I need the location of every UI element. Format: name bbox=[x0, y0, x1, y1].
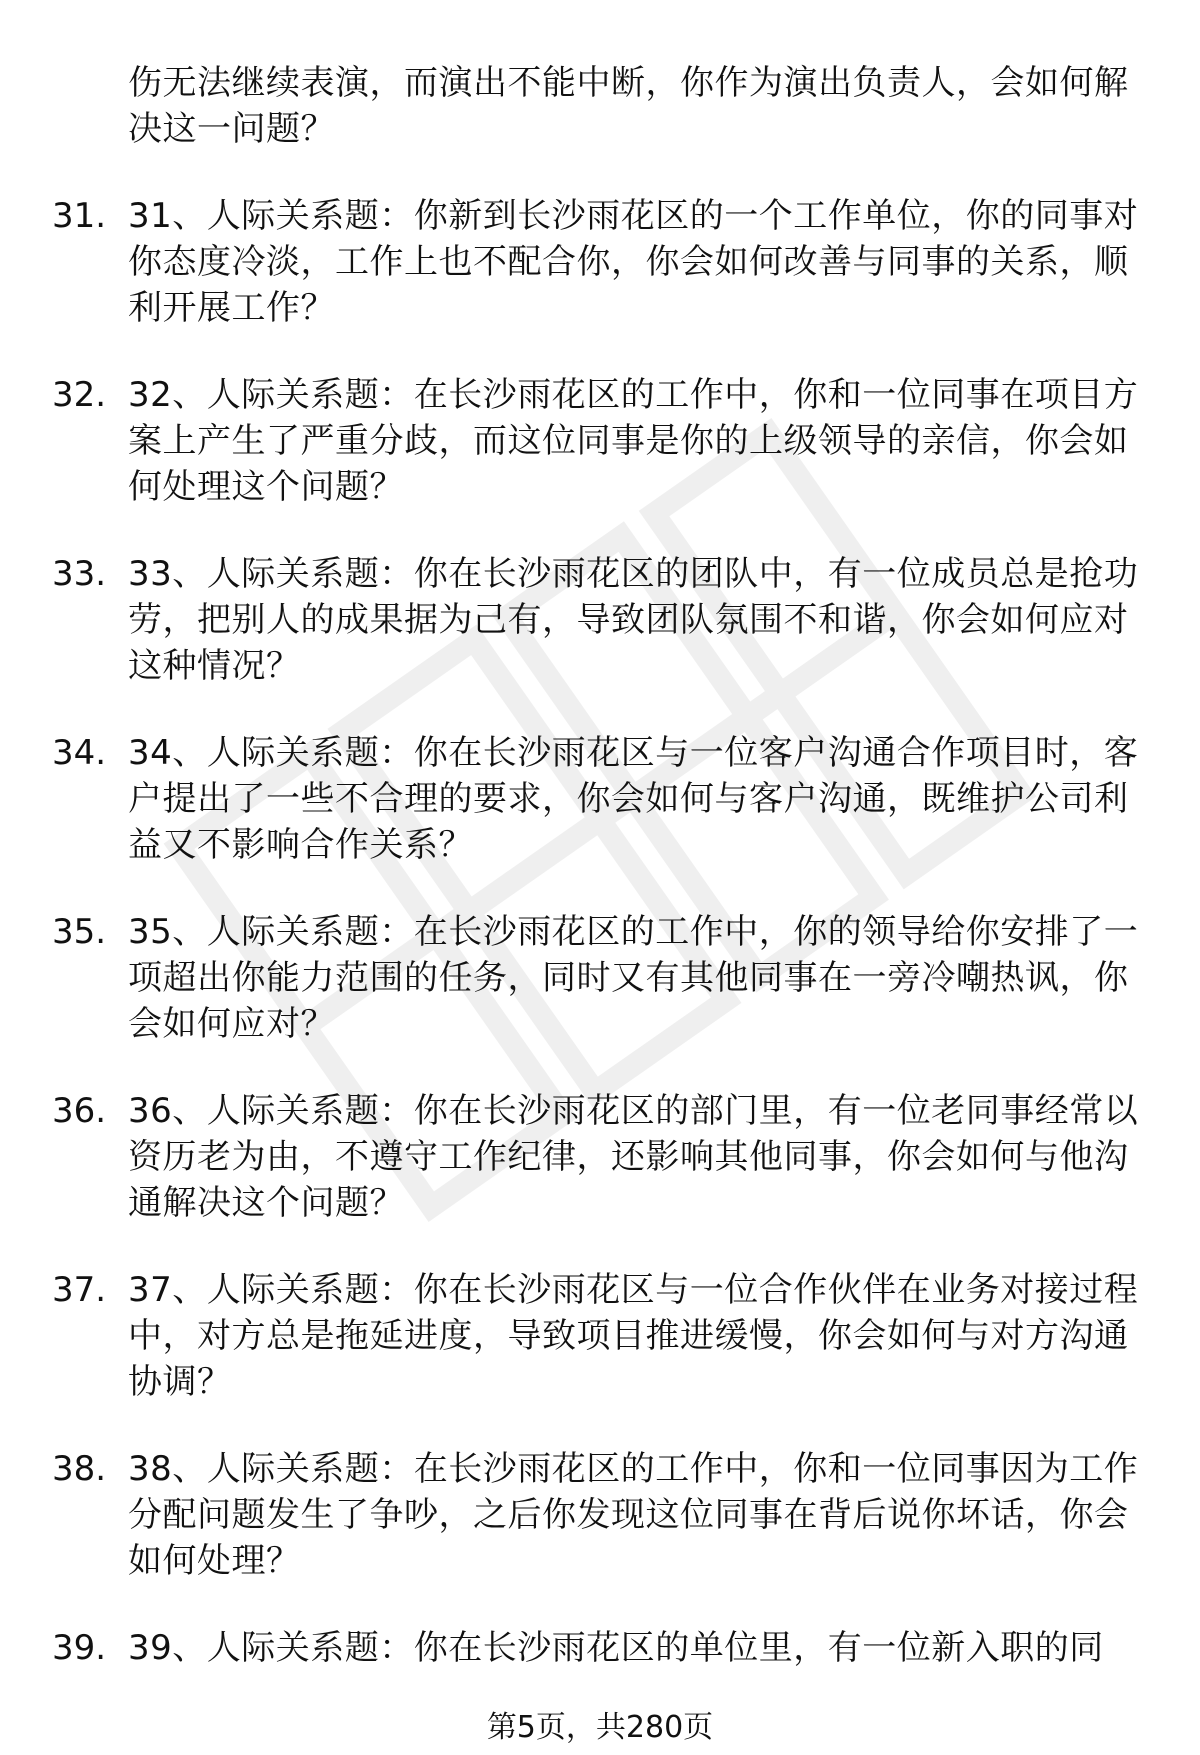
question-item bbox=[0, 1446, 1200, 1584]
question-number: 36. bbox=[52, 1091, 107, 1131]
question-number: 32. bbox=[52, 375, 107, 415]
question-number: 38. bbox=[52, 1449, 107, 1489]
question-item bbox=[0, 372, 1200, 510]
question-item bbox=[0, 730, 1200, 868]
question-number: 35. bbox=[52, 912, 107, 952]
question-item bbox=[0, 551, 1200, 689]
question-number: 34. bbox=[52, 733, 107, 773]
question-number: 39. bbox=[52, 1628, 107, 1668]
question-number: 31. bbox=[52, 196, 107, 236]
question-text: 32、人际关系题：在长沙雨花区的工作中，你和一位同事在项目方案上产生了严重分歧，而这位同事是你的上级领导的亲信，你会如何处理这个问题？ bbox=[128, 375, 1139, 507]
question-text: 38、人际关系题：在长沙雨花区的工作中，你和一位同事因为工作分配问题发生了争吵，之后你发现这位同事在背后说你坏话，你会如何处理？ bbox=[128, 1449, 1139, 1581]
question-item bbox=[0, 1088, 1200, 1226]
page-footer: 第5页，共280页 bbox=[486, 1710, 714, 1745]
question-text: 39、人际关系题：你在长沙雨花区的单位里，有一位新入职的同 bbox=[128, 1628, 1104, 1668]
question-item bbox=[0, 909, 1200, 1047]
continuation-paragraph: 伤无法继续表演，而演出不能中断，你作为演出负责人，会如何解决这一问题？ bbox=[128, 63, 1129, 149]
question-text: 35、人际关系题：在长沙雨花区的工作中，你的领导给你安排了一项超出你能力范围的任务，同时又有其他同事在一旁冷嘲热讽，你会如何应对？ bbox=[128, 912, 1139, 1044]
question-text: 33、人际关系题：你在长沙雨花区的团队中，有一位成员总是抢功劳，把别人的成果据为己有，导致团队氛围不和谐，你会如何应对这种情况？ bbox=[128, 554, 1139, 686]
question-text: 31、人际关系题：你新到长沙雨花区的一个工作单位，你的同事对你态度冷淡，工作上也不配合你，你会如何改善与同事的关系，顺利开展工作？ bbox=[128, 196, 1139, 328]
question-text: 37、人际关系题：你在长沙雨花区与一位合作伙伴在业务对接过程中，对方总是拖延进度，导致项目推进缓慢，你会如何与对方沟通协调？ bbox=[128, 1270, 1139, 1402]
question-item bbox=[0, 193, 1200, 331]
question-text: 36、人际关系题：你在长沙雨花区的部门里，有一位老同事经常以资历老为由，不遵守工作纪律，还影响其他同事，你会如何与他沟通解决这个问题？ bbox=[128, 1091, 1139, 1223]
question-item bbox=[0, 1267, 1200, 1405]
question-item bbox=[0, 1625, 1200, 1671]
question-text: 34、人际关系题：你在长沙雨花区与一位客户沟通合作项目时，客户提出了一些不合理的要求，你会如何与客户沟通，既维护公司利益又不影响合作关系？ bbox=[128, 733, 1139, 865]
question-number: 37. bbox=[52, 1270, 107, 1310]
question-number: 33. bbox=[52, 554, 107, 594]
question-list bbox=[0, 60, 1200, 1671]
